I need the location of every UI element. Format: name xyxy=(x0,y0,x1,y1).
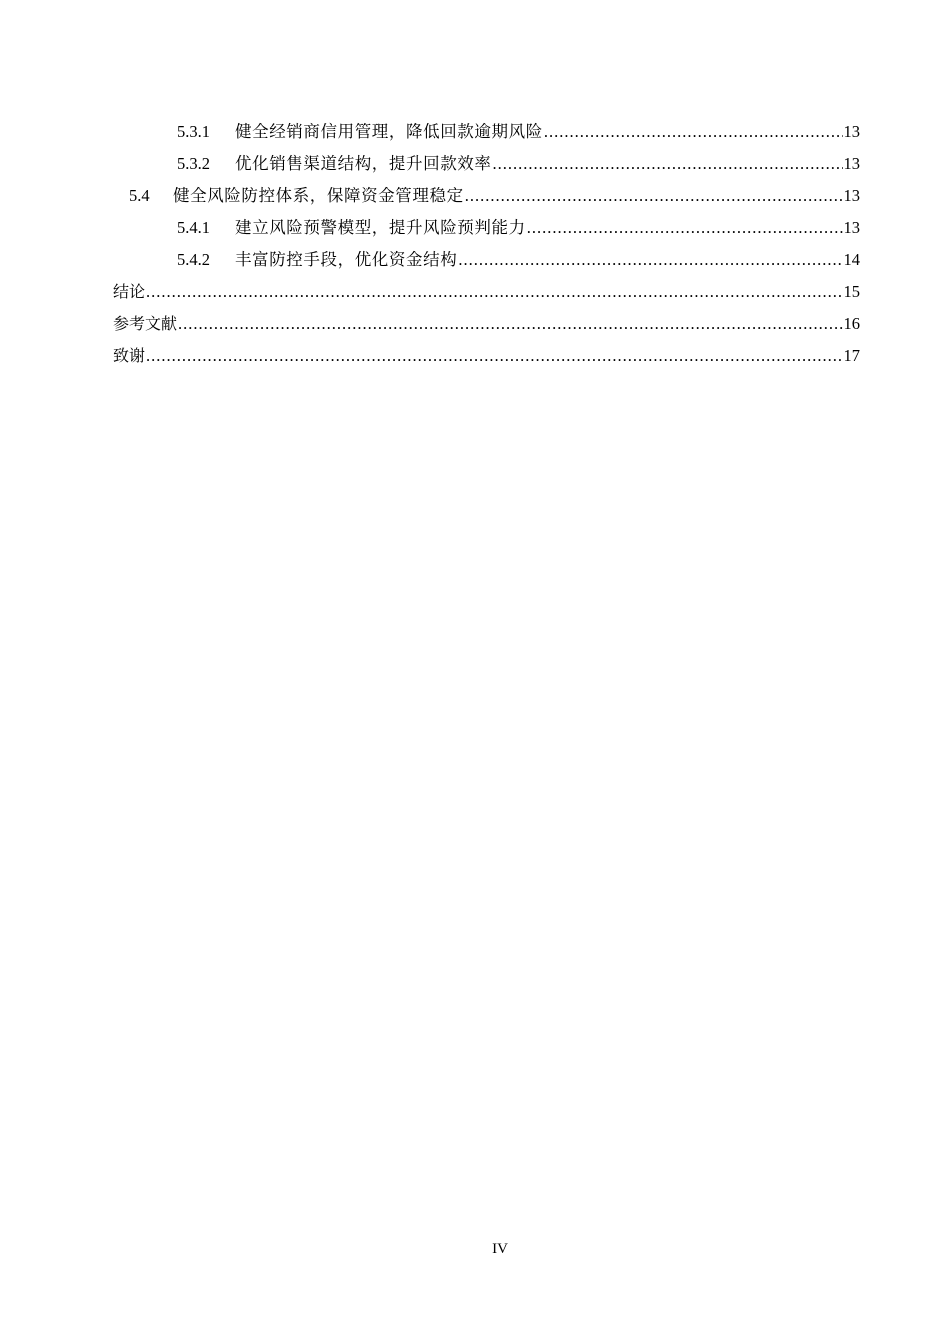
toc-entry-page: 13 xyxy=(843,186,860,205)
toc-dot-leader xyxy=(178,308,842,340)
toc-entry-title: 参考文献 xyxy=(113,314,178,333)
table-of-contents xyxy=(113,116,860,372)
toc-dot-leader xyxy=(146,276,842,308)
toc-entry-page: 17 xyxy=(843,346,860,365)
toc-dot-leader xyxy=(146,340,842,372)
toc-entry-5-4-2[interactable] xyxy=(113,244,860,276)
toc-entry-page: 13 xyxy=(843,122,860,141)
toc-entry-page: 14 xyxy=(843,250,860,269)
toc-entry-5-4-1[interactable] xyxy=(113,212,860,244)
toc-dot-leader xyxy=(465,180,843,212)
toc-entry-title: 健全经销商信用管理，降低回款逾期风险 xyxy=(235,122,543,141)
toc-entry-number: 5.4.1 xyxy=(177,218,210,237)
toc-entry-title: 健全风险防控体系，保障资金管理稳定 xyxy=(173,186,464,205)
page-number: IV xyxy=(492,1241,508,1257)
toc-entry-acknowledgements[interactable] xyxy=(113,340,860,372)
toc-entry-conclusion[interactable] xyxy=(113,276,860,308)
toc-entry-5-3-1[interactable] xyxy=(113,116,860,148)
toc-entry-number: 5.3.2 xyxy=(177,154,210,173)
toc-dot-leader xyxy=(544,116,843,148)
toc-entry-title: 丰富防控手段，优化资金结构 xyxy=(235,250,458,269)
toc-dot-leader xyxy=(493,148,843,180)
toc-entry-title: 优化销售渠道结构，提升回款效率 xyxy=(235,154,492,173)
toc-entry-title: 结论 xyxy=(113,282,146,301)
toc-entry-5-4[interactable] xyxy=(113,180,860,212)
toc-entry-title: 致谢 xyxy=(113,346,146,365)
toc-entry-number: 5.4.2 xyxy=(177,250,210,269)
toc-entry-title: 建立风险预警模型，提升风险预判能力 xyxy=(235,218,526,237)
toc-entry-page: 15 xyxy=(843,282,860,301)
toc-entry-5-3-2[interactable] xyxy=(113,148,860,180)
toc-entry-number: 5.4 xyxy=(129,186,150,205)
toc-entry-page: 13 xyxy=(843,154,860,173)
toc-entry-number: 5.3.1 xyxy=(177,122,210,141)
toc-entry-page: 13 xyxy=(843,218,860,237)
toc-entry-page: 16 xyxy=(843,314,860,333)
toc-entry-references[interactable] xyxy=(113,308,860,340)
toc-dot-leader xyxy=(458,244,842,276)
toc-dot-leader xyxy=(527,212,843,244)
